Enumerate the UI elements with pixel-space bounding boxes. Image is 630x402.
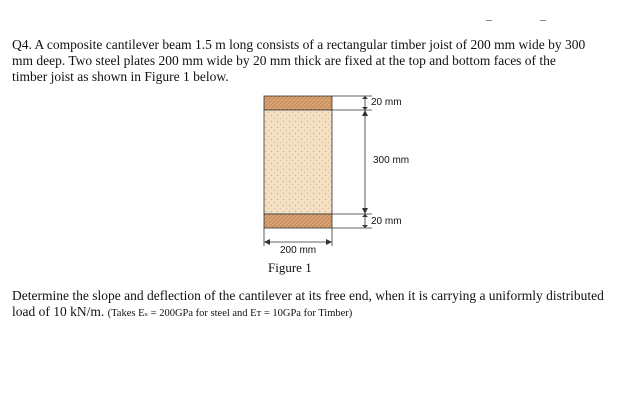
dim-label-middle: 300 mm bbox=[373, 155, 410, 166]
material-properties-note: (Takes Eₛ = 200GPa for steel and Eᴛ = 10GPa for Timber) bbox=[107, 308, 353, 319]
question-text: Q4. A composite cantilever beam 1.5 m long consists of a rectangular timber joist of 200 mm wide by 300 mm deep. Two steel plates 200 mm wide by 20 mm thick are fixed at the top and bottom faces of the timber joist as shown in Figure 1 below. bbox=[12, 37, 586, 84]
timber-joist bbox=[264, 110, 332, 214]
task-statement: Determine the slope and deflection of the cantilever at its free end, when it is carrying a uniformly distributed load of 10 kN/m. bbox=[12, 288, 604, 319]
top-steel-plate bbox=[264, 96, 332, 110]
dim-label-width: 200 mm bbox=[280, 245, 317, 256]
bottom-steel-plate bbox=[264, 214, 332, 228]
dim-label-top: 20 mm bbox=[371, 97, 402, 108]
task-text bbox=[12, 288, 612, 322]
dim-label-bottom: 20 mm bbox=[371, 216, 402, 227]
figure-caption: Figure 1 bbox=[268, 260, 312, 275]
